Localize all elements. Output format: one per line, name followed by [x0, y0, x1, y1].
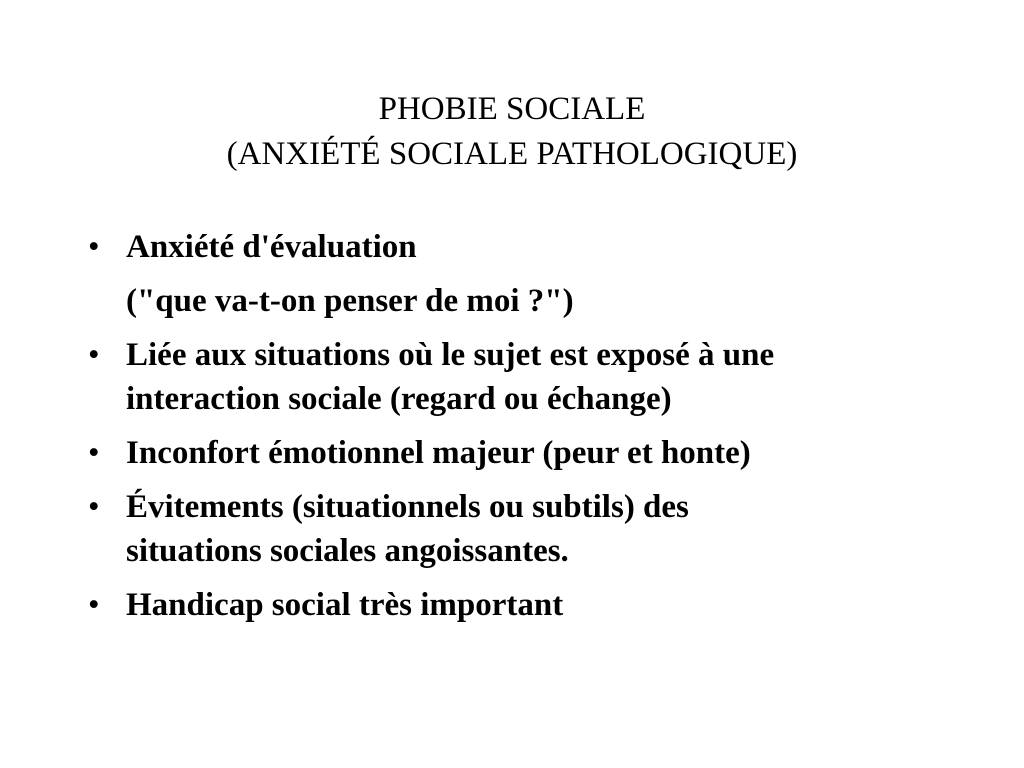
bullet-icon: • — [88, 587, 100, 623]
bullet-text: Inconfort émotionnel majeur (peur et honte) — [126, 435, 751, 471]
bullet-subtext: ("que va-t-on penser de moi ?") — [126, 283, 574, 319]
bullet-text: Anxiété d'évaluation — [126, 229, 417, 265]
bullet-item — [0, 583, 1024, 627]
title-line: (ANXIÉTÉ SOCIALE PATHOLOGIQUE) — [226, 136, 798, 172]
bullet-item — [0, 333, 1024, 421]
bullet-icon: • — [88, 337, 100, 373]
bullet-icon: • — [88, 489, 100, 525]
bullet-item — [0, 431, 1024, 475]
bullet-item — [0, 485, 1024, 573]
bullet-text: Liée aux situations où le sujet est exposé à une — [126, 337, 775, 373]
bullet-text: Évitements (situationnels ou subtils) des — [126, 489, 689, 525]
bullet-text: interaction sociale (regard ou échange) — [126, 381, 672, 417]
bullet-icon: • — [88, 435, 100, 471]
bullet-list — [0, 225, 1024, 637]
bullet-item — [0, 225, 1024, 323]
bullet-icon: • — [88, 229, 100, 265]
title-line: PHOBIE SOCIALE — [378, 91, 646, 127]
bullet-text: Handicap social très important — [126, 587, 564, 623]
bullet-text: situations sociales angoissantes. — [126, 533, 569, 569]
slide-title — [0, 87, 1024, 177]
